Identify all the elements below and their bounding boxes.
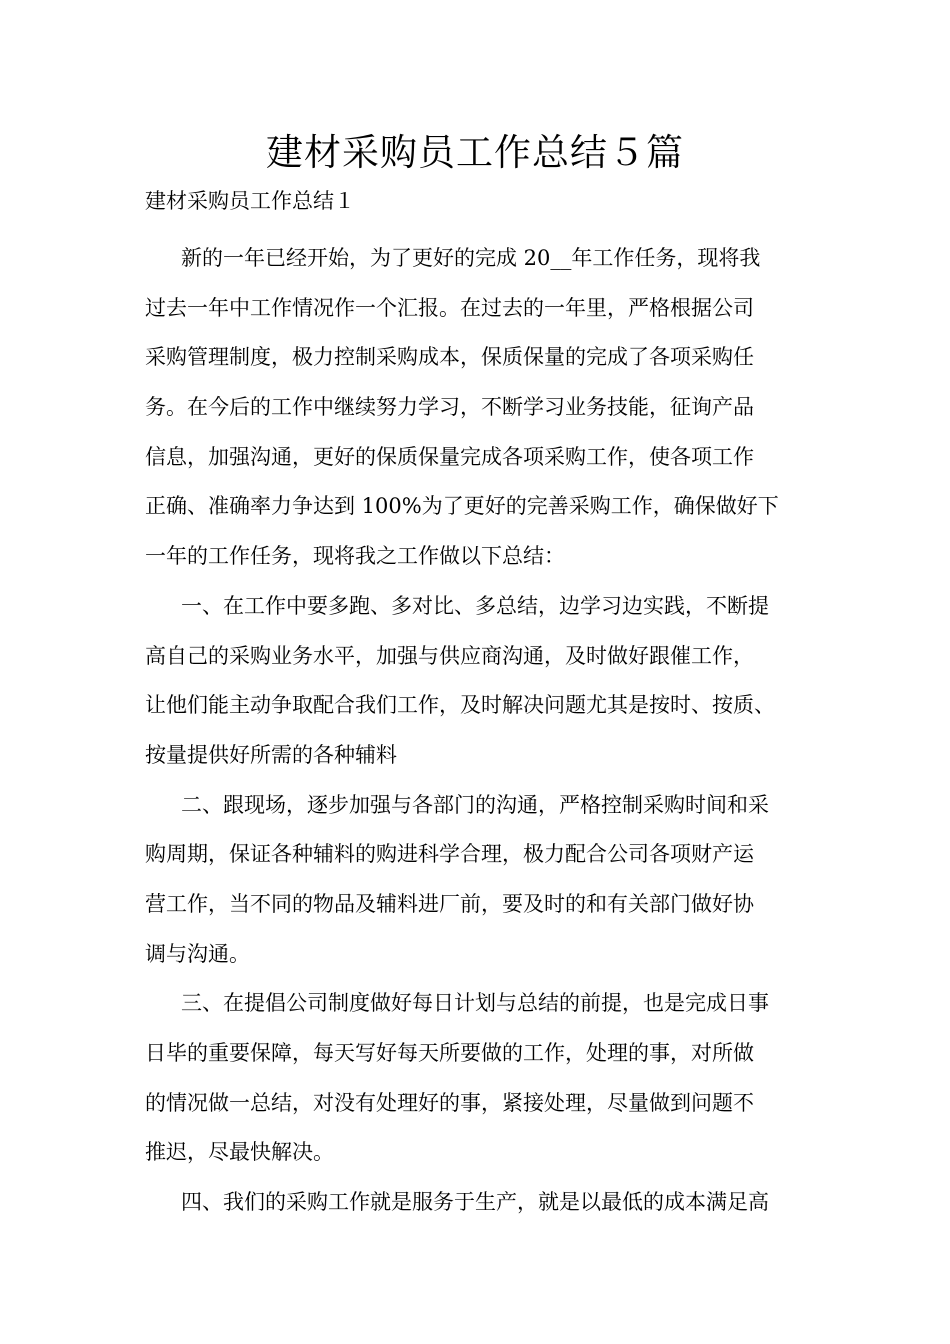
text-line: 一、在工作中要多跑、多对比、多总结，边学习边实践，不断提 [181, 593, 769, 618]
text-line: 高自己的采购业务水平，加强与供应商沟通，及时做好跟催工作， [145, 643, 754, 668]
text-line: 按量提供好所需的各种辅料 [145, 742, 397, 767]
text-line: 的情况做一总结，对没有处理好的事，紧接处理，尽量做到问题不 [145, 1090, 754, 1115]
text-line: 营工作，当不同的物品及辅料进厂前，要及时的和有关部门做好协 [145, 891, 754, 916]
text-line: 日毕的重要保障，每天写好每天所要做的工作，处理的事，对所做 [145, 1041, 754, 1065]
text-line: 二、跟现场，逐步加强与各部门的沟通，严格控制采购时间和采 [181, 792, 769, 817]
body-text [145, 234, 810, 1228]
text-line: 信息，加强沟通，更好的保质保量完成各项采购工作，使各项工作 [145, 444, 754, 469]
text-line: 让他们能主动争取配合我们工作，及时解决问题尤其是按时、按质、 [145, 693, 775, 718]
text-line: 新的一年已经开始，为了更好的完成 20__年工作任务，现将我 [181, 246, 761, 270]
text-line: 正确、准确率力争达到 100%为了更好的完善采购工作，确保做好下 [145, 494, 779, 519]
document-title: 建材采购员工作总结５篇 [266, 131, 684, 174]
text-line: 三、在提倡公司制度做好每日计划与总结的前提，也是完成日事 [181, 991, 769, 1016]
text-line: 采购管理制度，极力控制采购成本，保质保量的完成了各项采购任 [145, 345, 754, 370]
text-line: 务。在今后的工作中继续努力学习，不断学习业务技能，征询产品 [145, 395, 754, 420]
text-line: 四、我们的采购工作就是服务于生产，就是以最低的成本满足高 [181, 1190, 769, 1215]
text-line: 购周期，保证各种辅料的购进科学合理，极力配合公司各项财产运 [145, 842, 754, 867]
section-heading: 建材采购员工作总结１ [145, 189, 355, 213]
text-line: 调与沟通。 [145, 941, 250, 966]
text-line: 过去一年中工作情况作一个汇报。在过去的一年里，严格根据公司 [145, 295, 754, 320]
text-line: 一年的工作任务，现将我之工作做以下总结： [145, 544, 565, 569]
text-line: 推迟，尽最快解决。 [145, 1140, 334, 1165]
